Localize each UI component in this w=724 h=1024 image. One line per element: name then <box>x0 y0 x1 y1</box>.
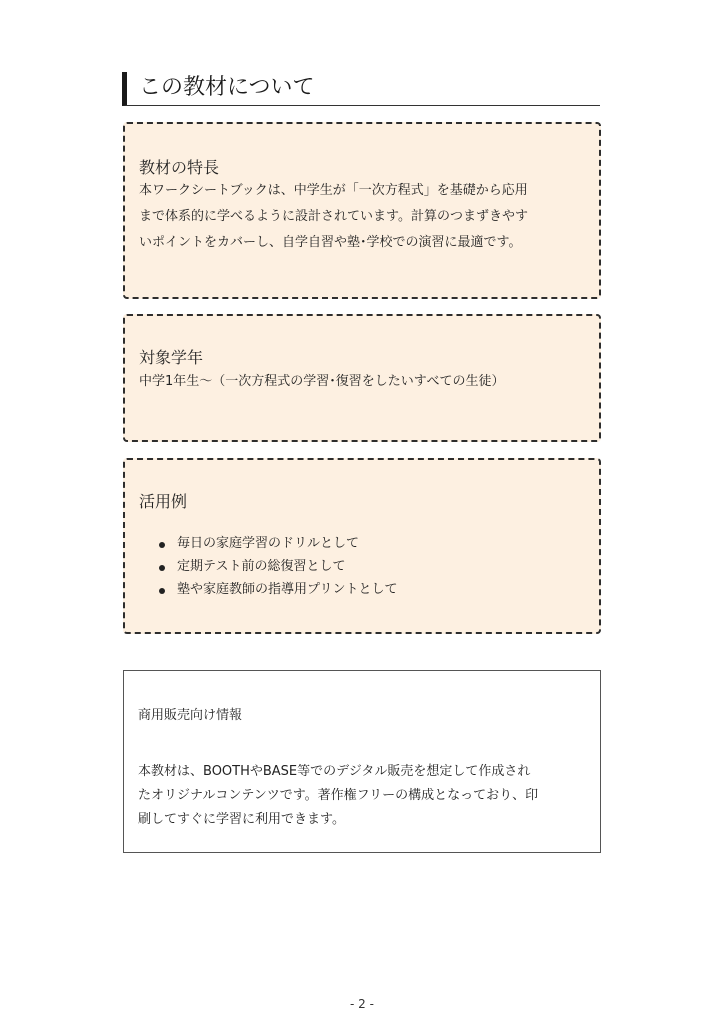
list-item <box>159 555 397 578</box>
target-grade-text: 中学1年生〜（一次方程式の学習･復習をしたいすべての生徒） <box>139 374 505 389</box>
target-grade-title: 対象学年 <box>139 348 204 367</box>
bullet-icon <box>159 565 165 571</box>
target-grade-card <box>123 314 601 442</box>
list-item-text: 塾や家庭教師の指導用プリントとして <box>177 582 398 597</box>
features-line: いポイントをカバーし、自学自習や塾･学校での演習に最適です。 <box>139 235 522 250</box>
page-heading <box>122 72 600 106</box>
commercial-info-title: 商用販売向け情報 <box>138 708 243 723</box>
commercial-info-line: 刷してすぐに学習に利用できます。 <box>138 812 345 827</box>
list-item-text: 毎日の家庭学習のドリルとして <box>177 536 360 551</box>
commercial-info-line: 本教材は、BOOTHやBASE等でのデジタル販売を想定して作成され <box>138 764 531 779</box>
features-line: まで体系的に学べるように設計されています。計算のつまずきやす <box>139 209 528 224</box>
commercial-info-box <box>123 670 601 853</box>
list-item <box>159 532 397 555</box>
features-description <box>139 178 585 256</box>
features-title: 教材の特長 <box>139 158 220 177</box>
commercial-info-text <box>138 760 538 832</box>
usage-examples-card <box>123 458 601 634</box>
commercial-info-line: たオリジナルコンテンツです。著作権フリーの構成となっており、印 <box>138 788 539 803</box>
bullet-icon <box>159 542 165 548</box>
features-card <box>123 122 601 299</box>
features-line: 本ワークシートブックは、中学生が「一次方程式」を基礎から応用 <box>139 183 528 198</box>
usage-examples-title: 活用例 <box>139 492 188 511</box>
bullet-icon <box>159 588 165 594</box>
page-number: - 2 - <box>350 997 374 1011</box>
list-item <box>159 578 397 601</box>
list-item-text: 定期テスト前の総復習として <box>177 559 346 574</box>
page-title: この教材について <box>139 75 315 100</box>
usage-examples-list <box>159 532 397 601</box>
